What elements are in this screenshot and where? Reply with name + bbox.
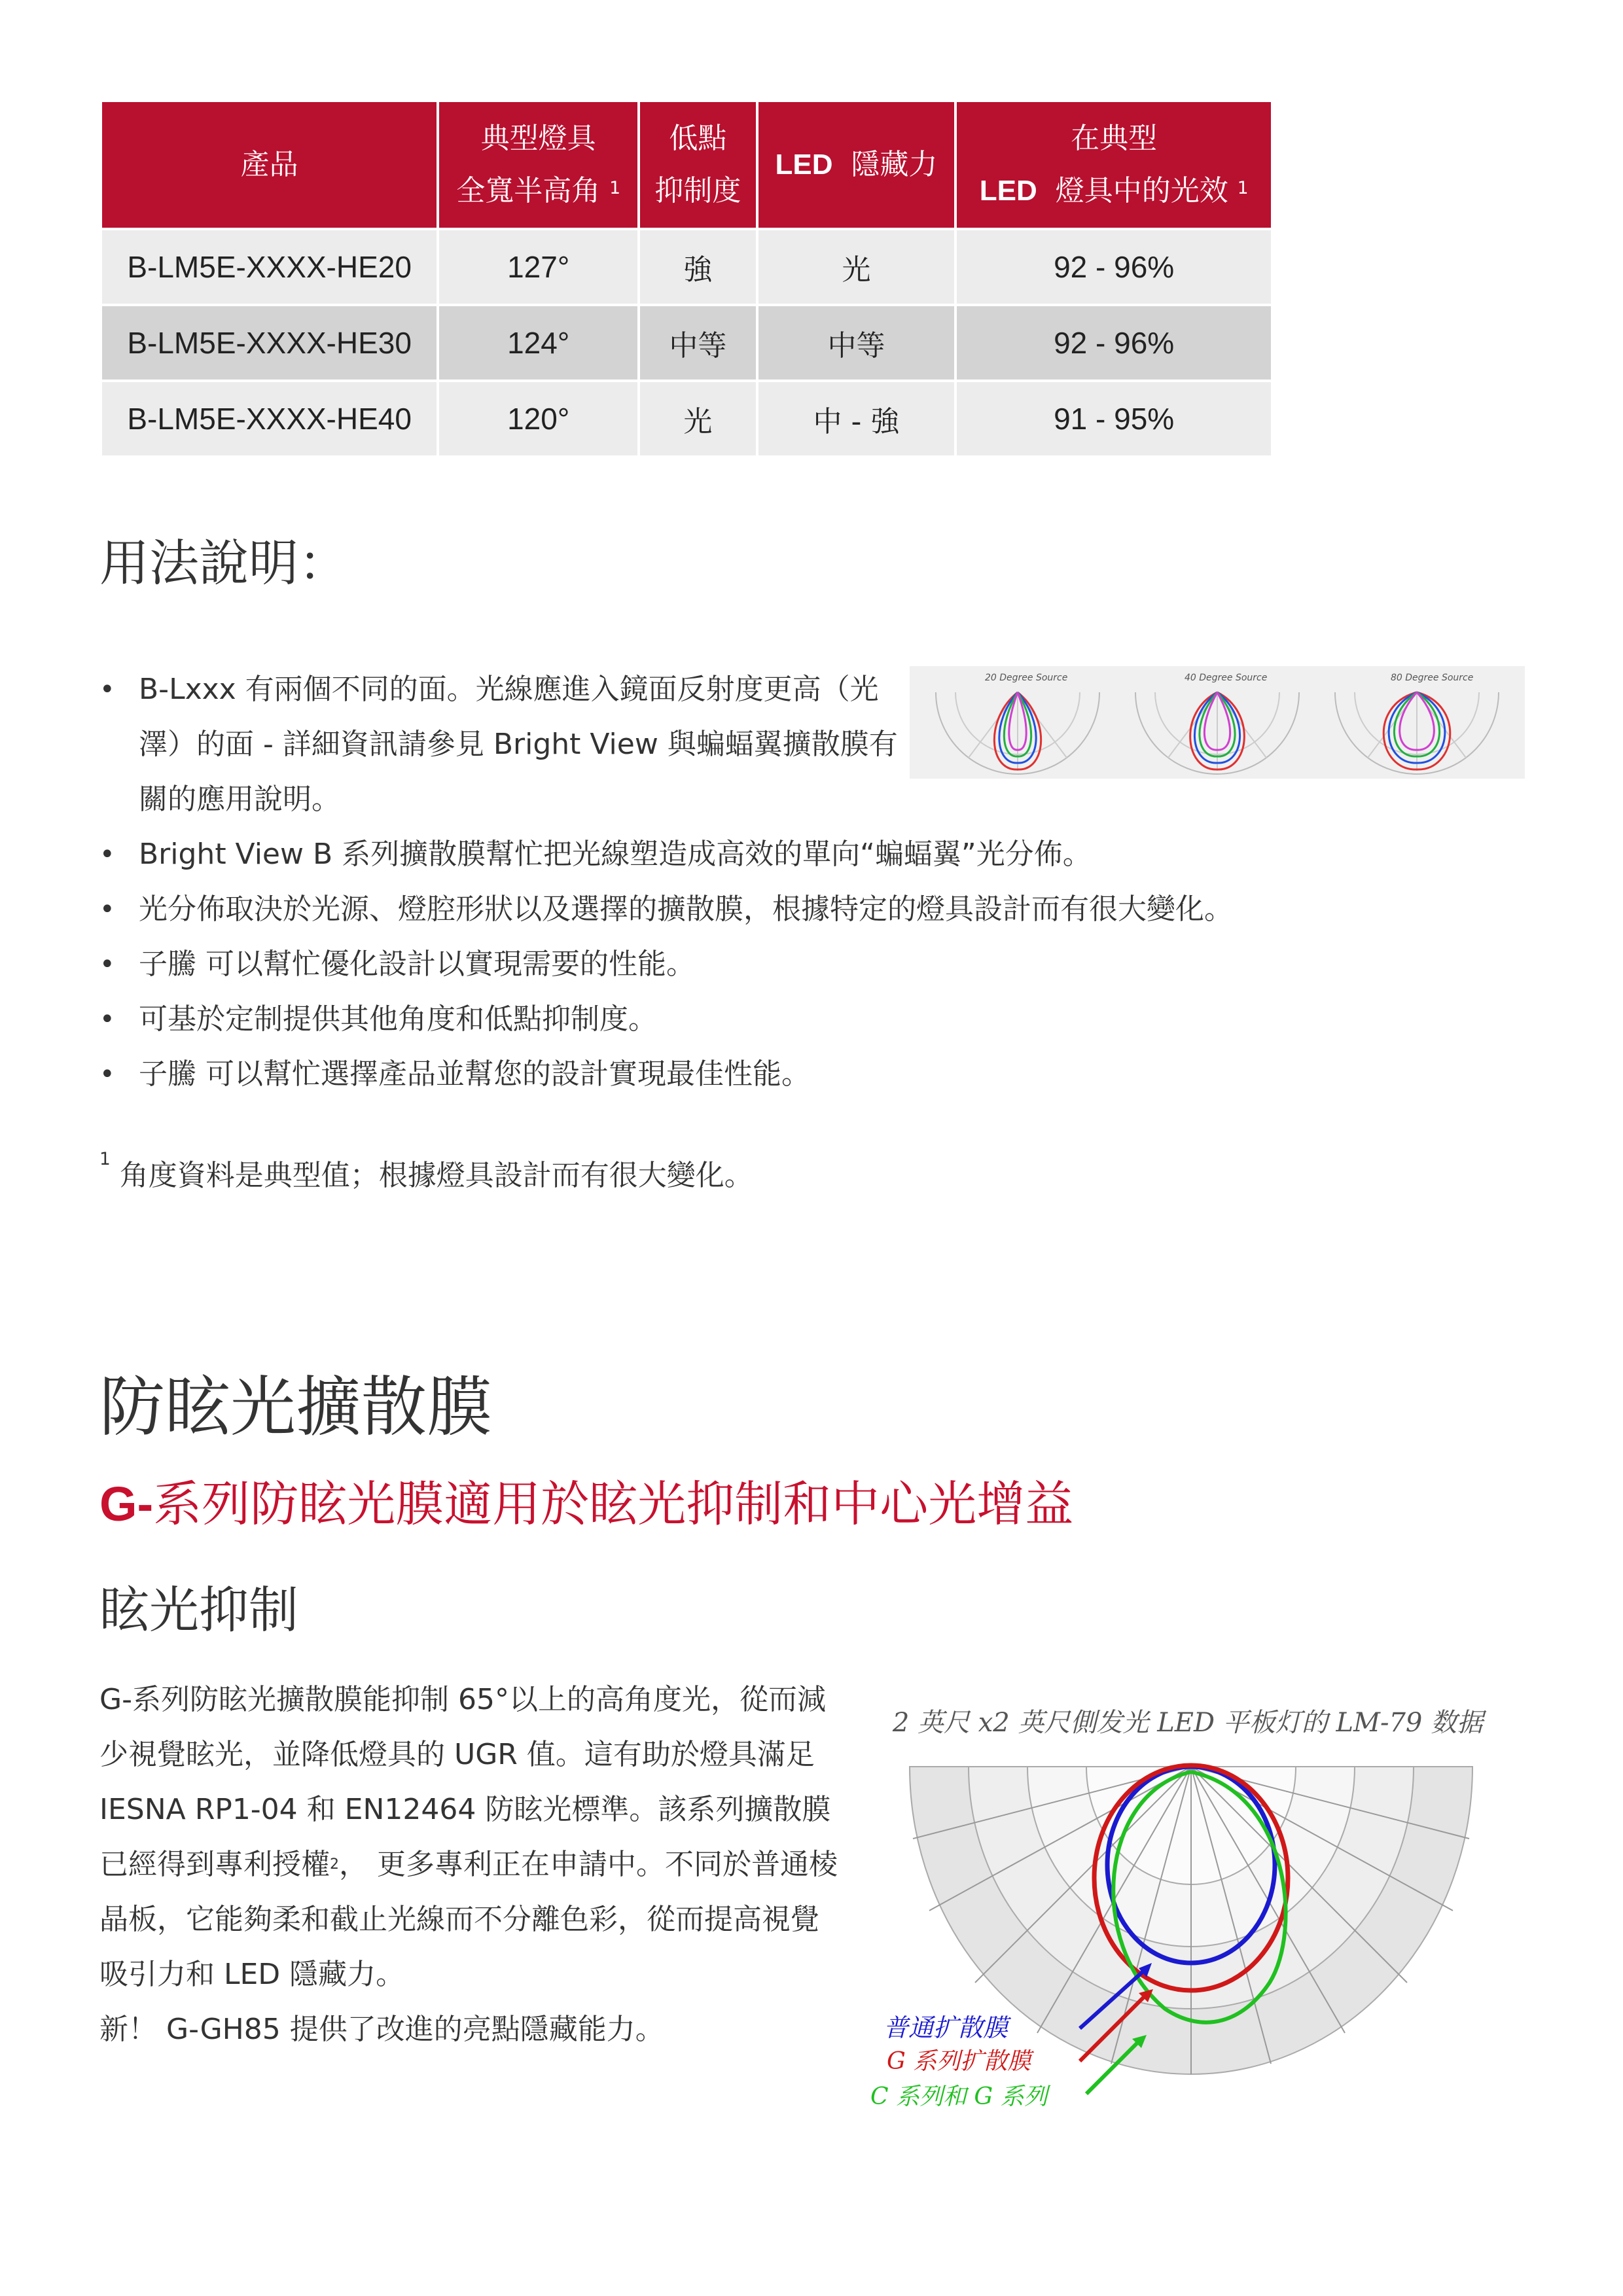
- spec-table: [99, 99, 1274, 458]
- anti-glare-heading: 防眩光擴散膜: [99, 1369, 492, 1445]
- cell-angle: 120°: [439, 382, 637, 455]
- footnote: $^1$ 角度資料是典型值；根據燈具設計而有很大變化。: [99, 1149, 753, 1192]
- header-angle: 典型燈具 全寬半高角 $^1$: [439, 102, 637, 228]
- usage-item: • Bright View B 系列擴散膜幫忙把光線塑造成高效的單向“蝙蝠翼”光分佈。: [99, 827, 1539, 882]
- usage-list: [99, 827, 1539, 1102]
- figure-label-40: 40 Degree Source: [1185, 673, 1268, 683]
- figure-label-80: 80 Degree Source: [1391, 673, 1474, 683]
- header-efficiency: 在典型 LED 燈具中的光效 $^1$: [957, 102, 1271, 228]
- cell-hiding: 中等: [758, 306, 955, 380]
- cell-product: B-LM5E-XXXX-HE20: [102, 230, 437, 304]
- g-series-subtitle: G-系列防眩光膜適用於眩光抑制和中心光增益: [99, 1476, 1074, 1532]
- new-product-line: 新！ G-GH85 提供了改進的亮點隱藏能力。: [99, 2013, 664, 2046]
- usage-item: • 子騰 可以幫忙選擇產品並幫您的設計實現最佳性能。: [99, 1047, 1539, 1102]
- usage-heading: 用法說明：: [99, 534, 348, 592]
- cell-efficiency: 92 - 96%: [957, 306, 1271, 380]
- figure-label-20: 20 Degree Source: [985, 673, 1068, 683]
- lm79-title: 2 英尺 x2 英尺側发光 LED 平板灯的 LM-79 数据: [892, 1708, 1484, 1738]
- label-g-series: G 系列扩散膜: [887, 2048, 1031, 2075]
- cell-hotspot: 光: [640, 382, 756, 455]
- cell-efficiency: 91 - 95%: [957, 382, 1271, 455]
- usage-item: • 子騰 可以幫忙優化設計以實現需要的性能。: [99, 937, 1539, 992]
- glare-paragraph: G-系列防眩光擴散膜能抑制 65°以上的高角度光，從而減少視覺眩光，並降低燈具的 UGR 值。這有助於燈具滿足 IESNA RP1-04 和 EN12464 防眩光標準。該系列擴散膜已經得到專利授權$^2$， 更多專利正在申請中。不同於普通棱晶板，它能夠柔和截止光線而不分離色彩，從而提高視覺吸引力和 LED 隱藏力。 新！ G-GH85 提供了改進的亮點隱藏能力。: [99, 1683, 838, 2046]
- table-row: [102, 230, 1271, 304]
- usage-item: • B-Lxxx 有兩個不同的面。光線應進入鏡面反射度更高（光澤）的面 - 詳細資訊請參見 Bright View 與蝙蝠翼擴散膜有關的應用說明。: [99, 662, 911, 827]
- label-cg-series: C 系列和 G 系列: [870, 2083, 1048, 2110]
- usage-item: • 可基於定制提供其他角度和低點抑制度。: [99, 992, 1539, 1047]
- cell-hiding: 光: [758, 230, 955, 304]
- cell-efficiency: 92 - 96%: [957, 230, 1271, 304]
- glare-suppression-heading: 眩光抑制: [99, 1581, 298, 1639]
- cell-product: B-LM5E-XXXX-HE30: [102, 306, 437, 380]
- cell-angle: 127°: [439, 230, 637, 304]
- light-distribution-figure: [910, 666, 1525, 779]
- label-ordinary: 普通扩散膜: [883, 2013, 1008, 2042]
- cell-hotspot: 強: [640, 230, 756, 304]
- table-row: [102, 382, 1271, 455]
- table-header-row: [102, 102, 1271, 228]
- header-hotspot: 低點 抑制度: [640, 102, 756, 228]
- usage-item: • 光分佈取決於光源、燈腔形狀以及選擇的擴散膜，根據特定的燈具設計而有很大變化。: [99, 882, 1539, 937]
- lm79-figure: [851, 1695, 1525, 2127]
- cell-product: B-LM5E-XXXX-HE40: [102, 382, 437, 455]
- cell-angle: 124°: [439, 306, 637, 380]
- table-row: [102, 306, 1271, 380]
- header-hiding: LED 隱藏力: [758, 102, 955, 228]
- header-product: 產品: [102, 102, 437, 228]
- cell-hiding: 中 - 強: [758, 382, 955, 455]
- cell-hotspot: 中等: [640, 306, 756, 380]
